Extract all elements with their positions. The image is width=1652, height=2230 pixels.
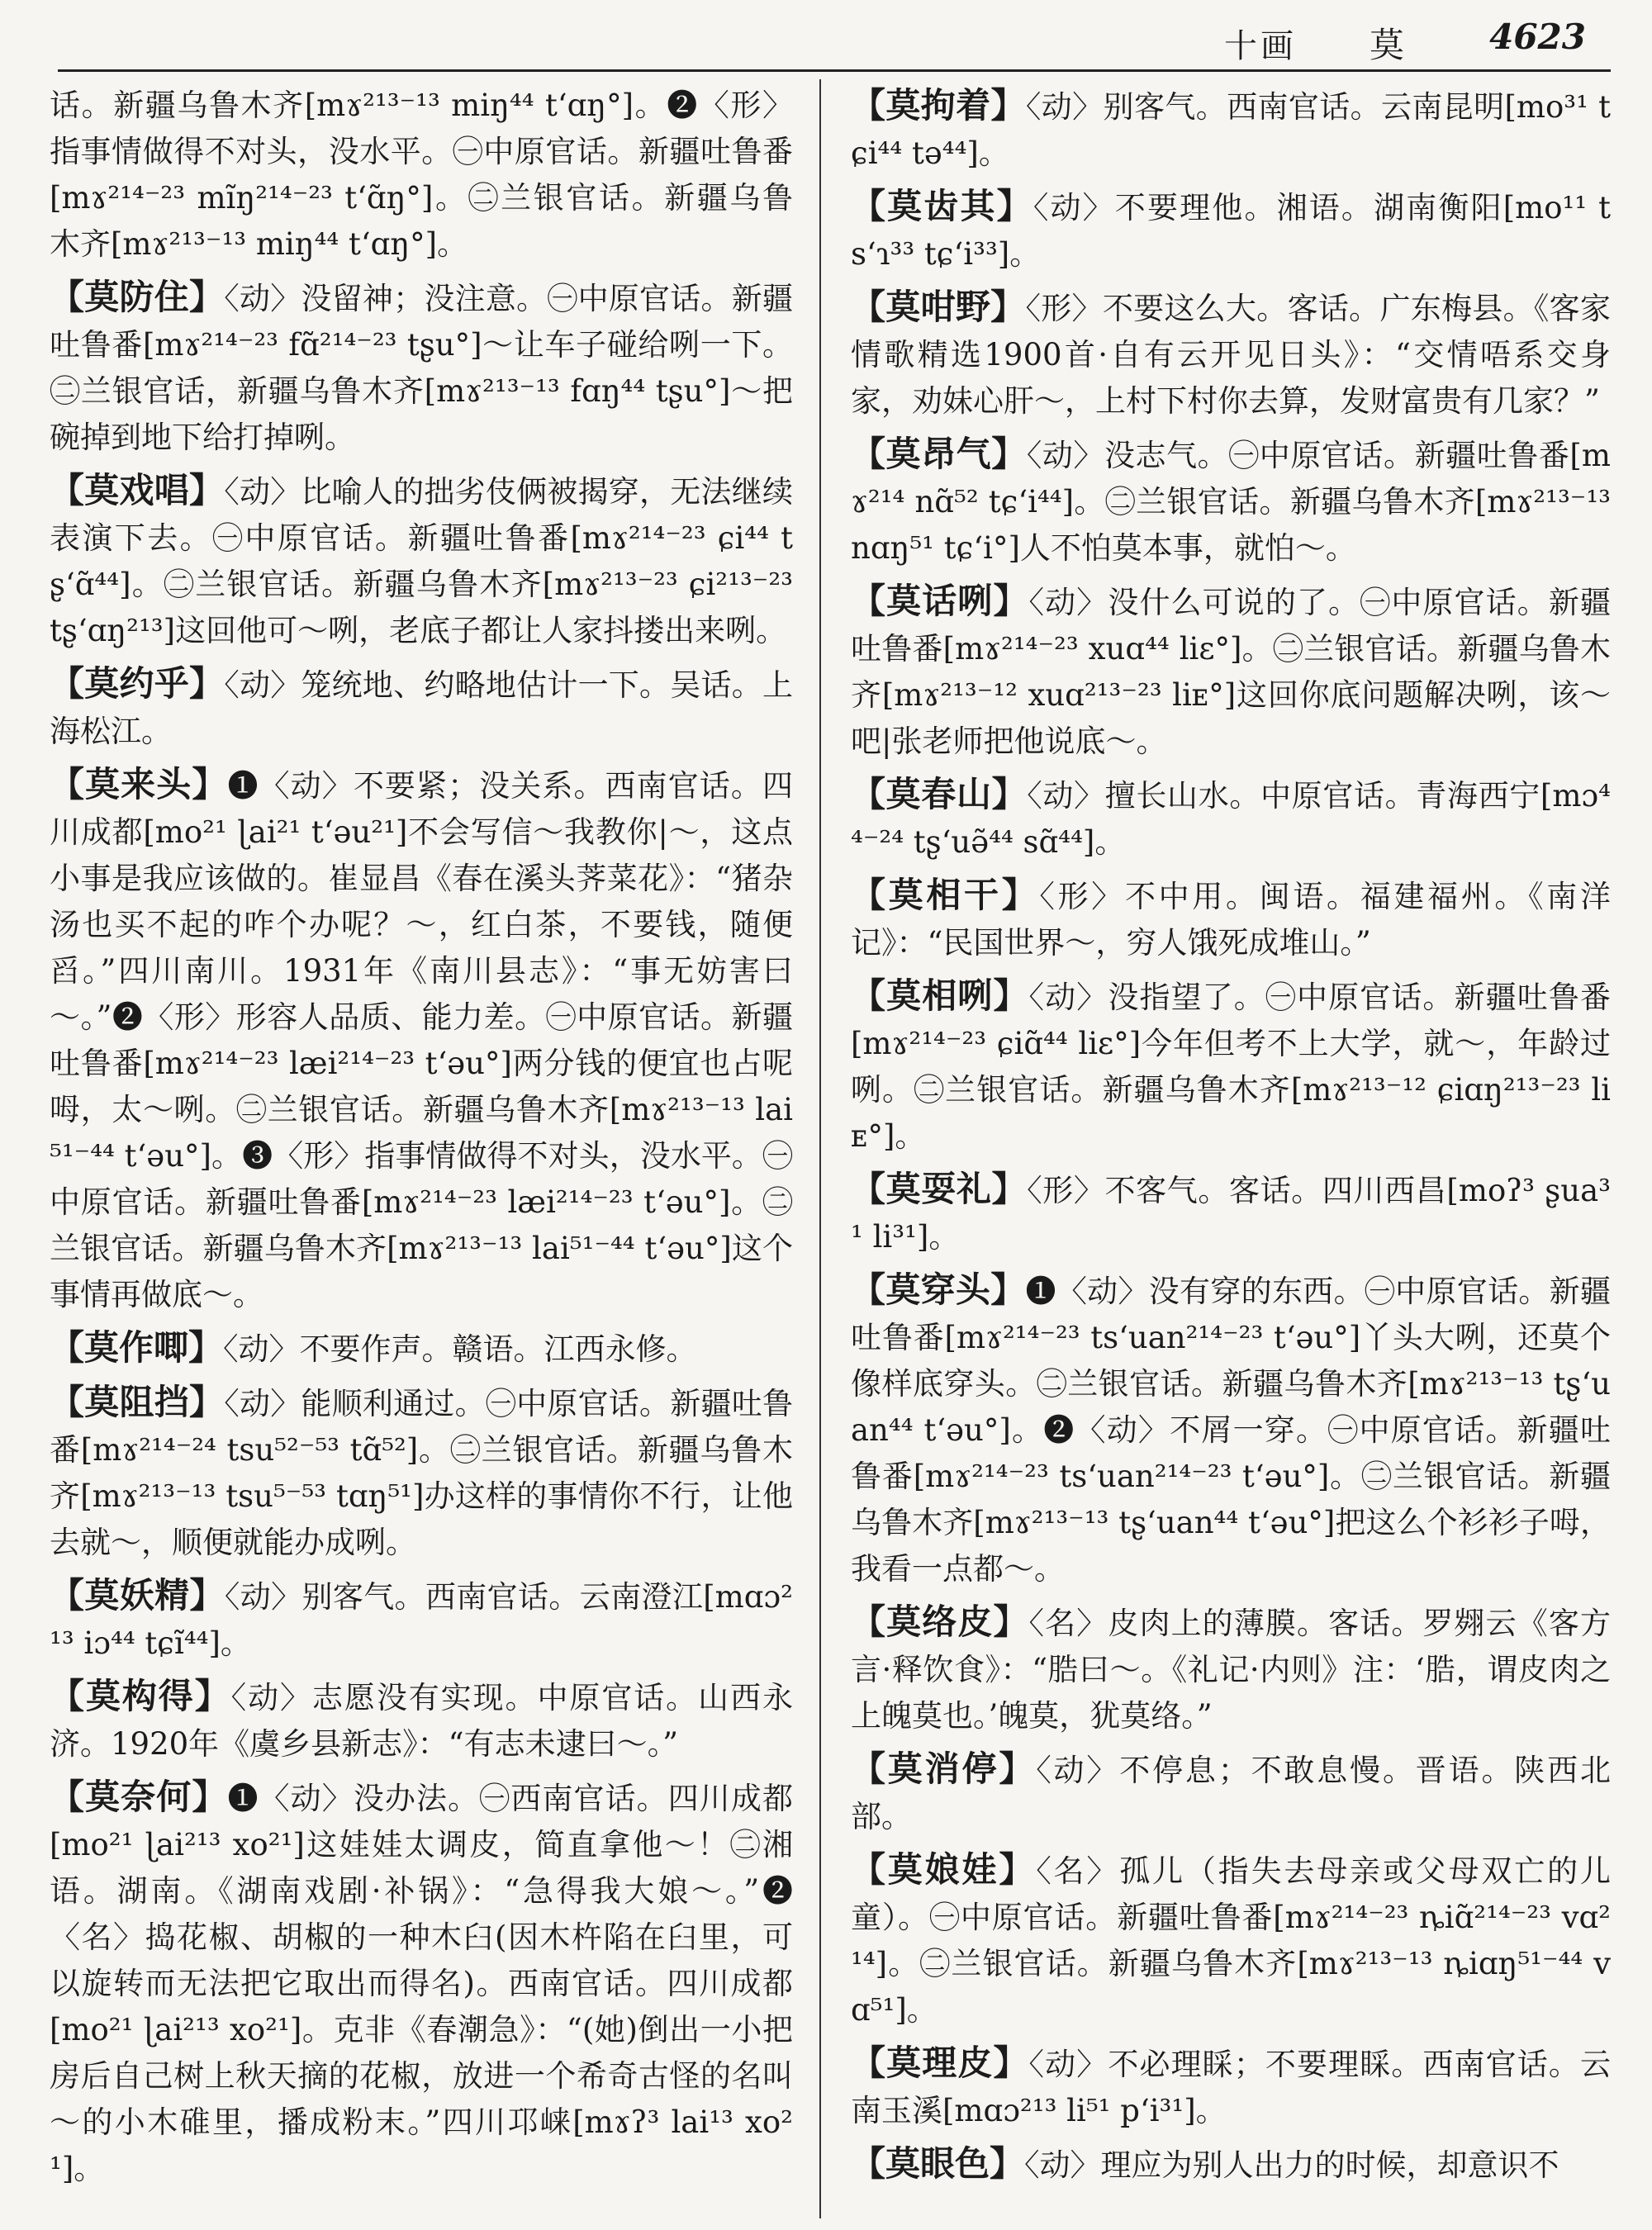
dictionary-entry <box>851 1599 1611 1739</box>
entry-definition: 〈动〉别客气。西南官话。云南澄江[mɑɔ²¹³ iɔ⁴⁴ tɕĩ⁴⁴]。 <box>50 1579 793 1661</box>
entry-definition: ❶〈动〉不要紧；没关系。西南官话。四川成都[mo²¹ ɭai²¹ t‘əu²¹]不会写信～我教你|～，这点小事是我应该做的。崔显昌《春在溪头荠菜花》：“猪杂汤也买不起的咋个办呢？～，红白茶，不要钱，随便舀。”四川南川。1931年《南川县志》：“事无妨害曰～。”❷〈形〉形容人品质、能力差。㊀中原官话。新疆吐鲁番[mɤ²¹⁴⁻²³ læi²¹⁴⁻²³ t‘əu°]两分钱的便宜也占呢呣，太～咧。㊁兰银官话。新疆乌鲁木齐[mɤ²¹³⁻¹³ lai⁵¹⁻⁴⁴ t‘əu°]。❸〈形〉指事情做得不对头，没水平。㊀中原官话。新疆吐鲁番[mɤ²¹⁴⁻²³ læi²¹⁴⁻²³ t‘əu°]。㊁兰银官话。新疆乌鲁木齐[mɤ²¹³⁻¹³ lai⁵¹⁻⁴⁴ t‘əu°]这个事情再做底～。 <box>50 768 793 1312</box>
dictionary-entry <box>50 762 793 1318</box>
entry-headword: 【 莫阻挡 】 <box>50 1382 224 1422</box>
column-divider <box>819 79 821 2218</box>
entry-headword: 【 莫戏唱 】 <box>50 470 224 510</box>
page-header <box>0 0 1652 71</box>
entry-headword: 【 莫来头 】 <box>50 764 227 804</box>
entry-definition: 〈动〉理应为别人出力的时候，却意识不 <box>1024 2147 1559 2183</box>
dictionary-entry <box>50 661 793 755</box>
dictionary-entry <box>851 1746 1611 1840</box>
entry-definition: 〈动〉没志气。㊀中原官话。新疆吐鲁番[mɤ²¹⁴ nɑ̃⁵² tɕ‘i⁴⁴]。㊁兰银官话。新疆乌鲁木齐[mɤ²¹³⁻¹³ nɑŋ⁵¹ tɕ‘i°]人不怕莫本事，就怕～。 <box>851 438 1611 566</box>
page-number: 4623 <box>1489 17 1586 57</box>
entry-headword: 【 莫构得 】 <box>50 1676 231 1716</box>
dictionary-entry <box>851 578 1611 765</box>
entry-definition: 〈动〉不要理他。湘语。湖南衡阳[mo¹¹ ts‘ɿ³³ tɕ‘i³³]。 <box>851 190 1611 272</box>
dictionary-entry <box>851 973 1611 1160</box>
entry-headword: 【 莫妖精 】 <box>50 1575 225 1616</box>
entry-definition: 〈动〉能顺利通过。㊀中原官话。新疆吐鲁番[mɤ²¹⁴⁻²⁴ tsu⁵²⁻⁵³ tɑ̃⁵²]。㊁兰银官话。新疆乌鲁木齐[mɤ²¹³⁻¹³ tsu⁵⁻⁵³ tɑŋ⁵¹]办这样的事情你不行，让他去就～，顺便就能办成咧。 <box>50 1386 793 1560</box>
dictionary-entry <box>851 872 1611 966</box>
entry-definition: 〈动〉志愿没有实现。中原官话。山西永济。1920年《虞乡县新志》：“有志未逮曰～。” <box>50 1680 793 1762</box>
entry-definition: 〈动〉不停息；不敢息慢。晋语。陕西北部。 <box>851 1753 1611 1834</box>
entry-definition: 〈动〉擅长山水。中原官话。青海西宁[mɔ⁴⁴⁻²⁴ tʂ‘uə̃⁴⁴ sɑ̃⁴⁴]。 <box>851 778 1611 860</box>
entry-headword: 【 莫眼色 】 <box>851 2143 1024 2184</box>
dictionary-entry <box>851 2040 1611 2134</box>
entry-definition: 〈形〉不中用。闽语。福建福州。《南洋记》：“民国世界～，穷人饿死成堆山。” <box>851 879 1611 961</box>
entry-headword: 【 莫话咧 】 <box>851 581 1029 621</box>
entry-definition: 〈名〉皮肉上的薄膜。客话。罗翙云《客方言·释饮食》：“㬶曰～。《礼记·内则》注：‘㬶，谓皮肉之上魄莫也。’魄莫，犹莫络。” <box>851 1606 1611 1734</box>
dictionary-entry <box>851 431 1611 572</box>
dictionary-entry <box>851 771 1611 866</box>
dictionary-entry <box>851 1166 1611 1260</box>
entry-headword: 【 莫络皮 】 <box>851 1601 1029 1642</box>
stroke-count-label: 十画 <box>1224 27 1297 65</box>
entry-definition: 〈形〉不要这么大。客话。广东梅县。《客家情歌精选1900首·自有云开见日头》：“交情唔系交身家，劝妹心肝～，上村下村你去算，发财富贵有几家？” <box>851 291 1611 419</box>
entry-headword: 【 莫娘娃 】 <box>851 1849 1036 1890</box>
entry-headword: 【 莫春山 】 <box>851 774 1027 814</box>
dictionary-entry <box>50 274 793 461</box>
dictionary-entry <box>50 1573 793 1667</box>
dictionary-entry <box>851 183 1611 278</box>
entry-headword: 【 莫消停 】 <box>851 1748 1036 1789</box>
dictionary-entry <box>50 1673 793 1767</box>
left-column <box>50 83 793 2222</box>
entry-headword: 【 莫拘着 】 <box>851 85 1026 126</box>
dictionary-entry <box>851 284 1611 425</box>
entry-definition: 〈动〉不必理睬；不要理睬。西南官话。云南玉溪[mɑɔ²¹³ li⁵¹ p‘i³¹]。 <box>851 2047 1611 2128</box>
entry-definition: 〈动〉别客气。西南官话。云南昆明[mo³¹ tɕi⁴⁴ tə⁴⁴]。 <box>851 89 1611 171</box>
entry-headword: 【 莫齿其 】 <box>851 186 1033 226</box>
dictionary-entry <box>851 1847 1611 2033</box>
entry-headword: 【 莫相咧 】 <box>851 975 1029 1016</box>
entry-definition: 〈动〉没指望了。㊀中原官话。新疆吐鲁番[mɤ²¹⁴⁻²³ ɕiɑ̃⁴⁴ liɛ°]今年但考不上大学，就～，年龄过咧。㊁兰银官话。新疆乌鲁木齐[mɤ²¹³⁻¹² ɕiɑŋ²¹³⁻²³ liᴇ°]。 <box>851 980 1611 1154</box>
dictionary-entry <box>50 83 793 268</box>
header-rule <box>58 69 1611 72</box>
dictionary-entry <box>50 1379 793 1566</box>
entry-headword: 【 莫穿头 】 <box>851 1269 1026 1310</box>
right-column <box>851 83 1611 2222</box>
entry-headword: 【 莫耍礼 】 <box>851 1169 1027 1209</box>
entry-headword: 【 莫奈何 】 <box>50 1777 227 1817</box>
entry-headword: 【 莫防住 】 <box>50 277 224 317</box>
entry-headword: 【 莫理皮 】 <box>851 2043 1029 2083</box>
entry-definition: 〈动〉笼统地、约略地估计一下。吴话。上海松江。 <box>50 667 793 749</box>
entry-headword: 【 莫作唧 】 <box>50 1327 223 1368</box>
dictionary-entry <box>851 1267 1611 1592</box>
entry-headword: 【 莫相干 】 <box>851 875 1039 915</box>
entry-definition: 〈动〉比喻人的拙劣伎俩被揭穿，无法继续表演下去。㊀中原官话。新疆吐鲁番[mɤ²¹⁴⁻²³ ɕi⁴⁴ tʂ‘ɑ̃⁴⁴]。㊁兰银官话。新疆乌鲁木齐[mɤ²¹³⁻²³ ɕi²¹³⁻²³ tʂ‘ɑŋ²¹³]这回他可～咧，老底子都让人家抖搂出来咧。 <box>50 474 793 648</box>
entry-headword: 【 莫咁野 】 <box>851 287 1025 327</box>
entry-definition: ❶〈动〉没有穿的东西。㊀中原官话。新疆吐鲁番[mɤ²¹⁴⁻²³ ts‘uan²¹⁴⁻²³ t‘əu°]丫头大咧，还莫个像样底穿头。㊁兰银官话。新疆乌鲁木齐[mɤ²¹³⁻¹³ tʂ‘uan⁴⁴ t‘əu°]。❷〈动〉不屑一穿。㊀中原官话。新疆吐鲁番[mɤ²¹⁴⁻²³ ts‘uan²¹⁴⁻²³ t‘əu°]。㊁兰银官话。新疆乌鲁木齐[mɤ²¹³⁻¹³ tʂ‘uan⁴⁴ t‘əu°]把这么个衫衫子呣，我看一点都～。 <box>851 1274 1611 1587</box>
entry-definition: 〈形〉不客气。客话。四川西昌[moʔ³ ʂua³¹ li³¹]。 <box>851 1173 1611 1255</box>
dictionary-entry <box>50 467 793 654</box>
dictionary-entry <box>50 1774 793 2192</box>
entry-definition: 〈名〉孤儿（指失去母亲或父母双亡的儿童）。㊀中原官话。新疆吐鲁番[mɤ²¹⁴⁻²³ ȵiɑ̃²¹⁴⁻²³ vɑ²¹⁴]。㊁兰银官话。新疆乌鲁木齐[mɤ²¹³⁻¹³ ȵiɑŋ⁵¹⁻⁴⁴ vɑ⁵¹]。 <box>851 1853 1611 2028</box>
entry-headword: 【 莫约乎 】 <box>50 663 224 704</box>
entry-headword: 【 莫昂气 】 <box>851 434 1027 474</box>
dictionary-entry <box>851 2141 1611 2189</box>
dictionary-entry <box>851 83 1611 177</box>
radical-char-label: 莫 <box>1369 25 1404 65</box>
entry-definition: 〈动〉不要作声。赣语。江西永修。 <box>223 1331 697 1367</box>
entry-definition: ❶〈动〉没办法。㊀西南官话。四川成都[mo²¹ ɭai²¹³ xo²¹]这娃娃太调皮，简直拿他～！㊁湘语。湖南。《湖南戏剧·补锅》：“急得我大娘～。”❷〈名〉捣花椒、胡椒的一种木臼(因木杵陷在臼里，可以旋转而无法把它取出而得名)。西南官话。四川成都[mo²¹ ɭai²¹³ xo²¹]。克非《春潮急》：“(她)倒出一小把房后自己树上秋天摘的花椒，放进一个希奇古怪的名叫～的小木碓里，播成粉末。”四川邛崃[mɤʔ³ lai¹³ xo²¹]。 <box>50 1781 793 2186</box>
dictionary-entry <box>50 1325 793 1373</box>
entry-definition: 〈动〉没什么可说的了。㊀中原官话。新疆吐鲁番[mɤ²¹⁴⁻²³ xuɑ⁴⁴ liɛ°]。㊁兰银官话。新疆乌鲁木齐[mɤ²¹³⁻¹² xuɑ²¹³⁻²³ liᴇ°]这回你底问题解决咧，该～吧|张老师把他说底～。 <box>851 585 1611 759</box>
entry-definition: 话。新疆乌鲁木齐[mɤ²¹³⁻¹³ miŋ⁴⁴ t‘ɑŋ°]。❷〈形〉指事情做得不对头，没水平。㊀中原官话。新疆吐鲁番[mɤ²¹⁴⁻²³ mĩŋ²¹⁴⁻²³ t‘ɑ̃ŋ°]。㊁兰银官话。新疆乌鲁木齐[mɤ²¹³⁻¹³ miŋ⁴⁴ t‘ɑŋ°]。 <box>50 88 793 262</box>
entry-definition: 〈动〉没留神；没注意。㊀中原官话。新疆吐鲁番[mɤ²¹⁴⁻²³ fɑ̃²¹⁴⁻²³ tʂu°]～让车子碰给咧一下。㊁兰银官话，新疆乌鲁木齐[mɤ²¹³⁻¹³ fɑŋ⁴⁴ tʂu°]～把碗掉到地下给打掉咧。 <box>50 281 793 455</box>
